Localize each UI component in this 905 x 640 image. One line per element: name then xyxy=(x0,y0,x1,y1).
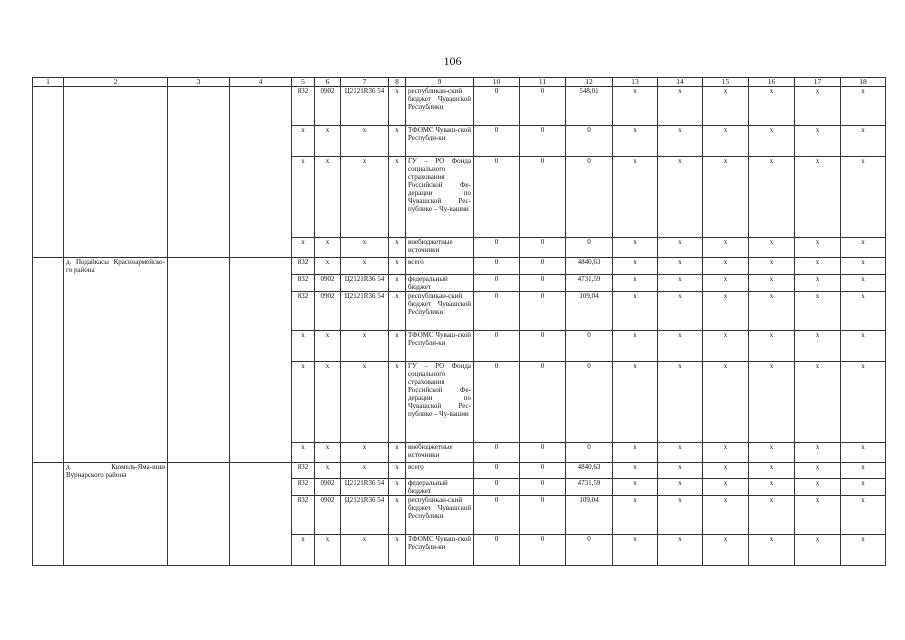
table-row xyxy=(33,496,886,535)
cell-col-4 xyxy=(230,535,292,566)
cell-col-1 xyxy=(33,157,64,238)
cell-c6: 0902 xyxy=(315,479,341,496)
cell-c18: x xyxy=(841,496,886,535)
cell-c11: 0 xyxy=(520,157,566,238)
cell-c15: x xyxy=(703,258,749,275)
cell-c6: x xyxy=(315,126,341,157)
cell-c7: Ц2121R36 54 xyxy=(341,291,389,330)
cell-c17: x xyxy=(795,274,841,291)
cell-c11: 0 xyxy=(520,535,566,566)
cell-c18: x xyxy=(841,238,886,258)
cell-c12: 4731,59 xyxy=(566,479,613,496)
cell-c6: x xyxy=(315,361,341,442)
column-header: 9 xyxy=(406,78,474,87)
cell-c8: x xyxy=(389,535,406,566)
table-row xyxy=(33,238,886,258)
cell-c16: x xyxy=(749,126,795,157)
cell-c14: x xyxy=(658,291,703,330)
cell-c10: 0 xyxy=(474,238,520,258)
cell-col-1 xyxy=(33,87,64,126)
cell-c6: x xyxy=(315,238,341,258)
cell-c17: x xyxy=(795,442,841,462)
cell-c13: x xyxy=(613,330,658,361)
cell-col-1 xyxy=(33,258,64,275)
cell-c11: 0 xyxy=(520,442,566,462)
table-row xyxy=(33,126,886,157)
cell-c10: 0 xyxy=(474,479,520,496)
cell-c12: 0 xyxy=(566,535,613,566)
cell-c11: 0 xyxy=(520,87,566,126)
cell-c6: 0902 xyxy=(315,87,341,126)
cell-c16: x xyxy=(749,330,795,361)
cell-c17: x xyxy=(795,535,841,566)
cell-c9: внебюджетные источники xyxy=(406,238,474,258)
entity-name xyxy=(64,238,168,258)
cell-col-3 xyxy=(168,496,230,535)
cell-c8: x xyxy=(389,479,406,496)
cell-col-4 xyxy=(230,442,292,462)
cell-c9: республикан-ский бюджет Чувашской Республики xyxy=(406,291,474,330)
cell-c13: x xyxy=(613,535,658,566)
cell-c13: x xyxy=(613,496,658,535)
entity-name xyxy=(64,479,168,496)
cell-col-1 xyxy=(33,330,64,361)
cell-c5: 832 xyxy=(292,462,315,479)
table-row xyxy=(33,535,886,566)
cell-c9: федеральный бюджет xyxy=(406,479,474,496)
cell-c6: 0902 xyxy=(315,291,341,330)
cell-c6: x xyxy=(315,535,341,566)
column-header: 10 xyxy=(474,78,520,87)
column-header: 3 xyxy=(168,78,230,87)
entity-name xyxy=(64,126,168,157)
cell-c16: x xyxy=(749,291,795,330)
column-header: 5 xyxy=(292,78,315,87)
cell-c8: x xyxy=(389,87,406,126)
cell-c16: x xyxy=(749,157,795,238)
cell-c5: x xyxy=(292,330,315,361)
cell-c7: Ц2121R36 54 xyxy=(341,496,389,535)
cell-c17: x xyxy=(795,157,841,238)
cell-c16: x xyxy=(749,87,795,126)
cell-c13: x xyxy=(613,291,658,330)
cell-c12: 0 xyxy=(566,442,613,462)
cell-col-3 xyxy=(168,291,230,330)
cell-c15: x xyxy=(703,496,749,535)
cell-c15: x xyxy=(703,157,749,238)
cell-c13: x xyxy=(613,462,658,479)
cell-col-4 xyxy=(230,126,292,157)
entity-name xyxy=(64,87,168,126)
cell-c10: 0 xyxy=(474,157,520,238)
cell-c18: x xyxy=(841,291,886,330)
cell-c5: x xyxy=(292,535,315,566)
cell-col-1 xyxy=(33,462,64,479)
cell-c15: x xyxy=(703,330,749,361)
cell-c14: x xyxy=(658,496,703,535)
cell-c18: x xyxy=(841,361,886,442)
cell-c13: x xyxy=(613,274,658,291)
cell-col-3 xyxy=(168,126,230,157)
cell-col-3 xyxy=(168,274,230,291)
cell-c7: x xyxy=(341,361,389,442)
cell-c8: x xyxy=(389,258,406,275)
cell-c14: x xyxy=(658,462,703,479)
cell-c17: x xyxy=(795,496,841,535)
cell-col-4 xyxy=(230,258,292,275)
cell-c11: 0 xyxy=(520,330,566,361)
cell-c5: 832 xyxy=(292,479,315,496)
cell-c17: x xyxy=(795,87,841,126)
cell-c11: 0 xyxy=(520,126,566,157)
cell-c18: x xyxy=(841,258,886,275)
page-number: 106 xyxy=(443,54,462,68)
cell-c14: x xyxy=(658,330,703,361)
column-number-row xyxy=(33,78,886,87)
cell-c6: x xyxy=(315,462,341,479)
cell-c6: x xyxy=(315,330,341,361)
cell-c8: x xyxy=(389,238,406,258)
cell-c5: x xyxy=(292,157,315,238)
cell-col-1 xyxy=(33,238,64,258)
cell-c15: x xyxy=(703,291,749,330)
cell-col-3 xyxy=(168,87,230,126)
cell-c18: x xyxy=(841,87,886,126)
cell-c7: x xyxy=(341,238,389,258)
cell-c7: x xyxy=(341,462,389,479)
cell-c14: x xyxy=(658,87,703,126)
cell-c13: x xyxy=(613,361,658,442)
column-header: 11 xyxy=(520,78,566,87)
cell-c8: x xyxy=(389,361,406,442)
cell-col-1 xyxy=(33,479,64,496)
cell-c15: x xyxy=(703,479,749,496)
cell-c18: x xyxy=(841,442,886,462)
cell-col-1 xyxy=(33,496,64,535)
cell-c12: 4840,63 xyxy=(566,258,613,275)
cell-c11: 0 xyxy=(520,274,566,291)
cell-c13: x xyxy=(613,238,658,258)
cell-c14: x xyxy=(658,535,703,566)
cell-c17: x xyxy=(795,330,841,361)
table-row xyxy=(33,291,886,330)
cell-col-3 xyxy=(168,442,230,462)
column-header: 18 xyxy=(841,78,886,87)
cell-c16: x xyxy=(749,442,795,462)
table-body xyxy=(33,78,886,566)
cell-c7: x xyxy=(341,330,389,361)
cell-c16: x xyxy=(749,361,795,442)
cell-c12: 109,04 xyxy=(566,496,613,535)
cell-col-1 xyxy=(33,442,64,462)
column-header: 13 xyxy=(613,78,658,87)
cell-c12: 4840,63 xyxy=(566,462,613,479)
cell-col-3 xyxy=(168,535,230,566)
column-header: 16 xyxy=(749,78,795,87)
column-header: 7 xyxy=(341,78,389,87)
cell-c5: x xyxy=(292,238,315,258)
cell-c6: x xyxy=(315,157,341,238)
cell-c11: 0 xyxy=(520,496,566,535)
cell-c16: x xyxy=(749,238,795,258)
entity-name xyxy=(64,496,168,535)
cell-c15: x xyxy=(703,462,749,479)
table-row xyxy=(33,87,886,126)
cell-c9: ГУ – РО Фонда социального страхования Российской Фе-дерации по Чувашской Рес-публике – Чу-вашии xyxy=(406,361,474,442)
cell-c18: x xyxy=(841,330,886,361)
cell-c5: 832 xyxy=(292,87,315,126)
cell-col-4 xyxy=(230,157,292,238)
cell-c13: x xyxy=(613,157,658,238)
entity-name xyxy=(64,442,168,462)
column-header: 4 xyxy=(230,78,292,87)
cell-col-3 xyxy=(168,330,230,361)
cell-c17: x xyxy=(795,291,841,330)
cell-c15: x xyxy=(703,274,749,291)
cell-c18: x xyxy=(841,462,886,479)
column-header: 1 xyxy=(33,78,64,87)
entity-name xyxy=(64,291,168,330)
cell-c8: x xyxy=(389,442,406,462)
cell-col-3 xyxy=(168,157,230,238)
cell-col-4 xyxy=(230,238,292,258)
cell-c7: x xyxy=(341,126,389,157)
column-header: 14 xyxy=(658,78,703,87)
cell-c17: x xyxy=(795,238,841,258)
cell-c5: x xyxy=(292,442,315,462)
cell-c16: x xyxy=(749,462,795,479)
cell-c10: 0 xyxy=(474,274,520,291)
cell-c10: 0 xyxy=(474,442,520,462)
cell-c12: 0 xyxy=(566,126,613,157)
cell-c14: x xyxy=(658,238,703,258)
cell-c17: x xyxy=(795,126,841,157)
cell-col-1 xyxy=(33,291,64,330)
cell-c10: 0 xyxy=(474,496,520,535)
cell-c5: 832 xyxy=(292,274,315,291)
cell-c12: 0 xyxy=(566,330,613,361)
cell-c16: x xyxy=(749,496,795,535)
cell-c9: ТФОМС Чуваш-ской Республи-ки xyxy=(406,535,474,566)
cell-c10: 0 xyxy=(474,361,520,442)
cell-c7: x xyxy=(341,157,389,238)
cell-col-3 xyxy=(168,462,230,479)
cell-c12: 4731,59 xyxy=(566,274,613,291)
cell-col-3 xyxy=(168,479,230,496)
cell-col-1 xyxy=(33,535,64,566)
cell-c16: x xyxy=(749,258,795,275)
cell-c13: x xyxy=(613,126,658,157)
cell-col-4 xyxy=(230,291,292,330)
cell-c5: x xyxy=(292,361,315,442)
cell-c9: всего xyxy=(406,258,474,275)
cell-c9: внебюджетные источники xyxy=(406,442,474,462)
cell-c12: 109,04 xyxy=(566,291,613,330)
cell-c5: 832 xyxy=(292,291,315,330)
entity-name xyxy=(64,330,168,361)
cell-c7: Ц2121R36 54 xyxy=(341,479,389,496)
cell-c16: x xyxy=(749,535,795,566)
cell-c16: x xyxy=(749,479,795,496)
cell-c15: x xyxy=(703,126,749,157)
cell-c18: x xyxy=(841,157,886,238)
entity-name xyxy=(64,535,168,566)
cell-c13: x xyxy=(613,479,658,496)
cell-c5: 832 xyxy=(292,496,315,535)
cell-c11: 0 xyxy=(520,258,566,275)
cell-c5: x xyxy=(292,126,315,157)
table-row xyxy=(33,330,886,361)
entity-name xyxy=(64,274,168,291)
cell-col-3 xyxy=(168,238,230,258)
column-header: 17 xyxy=(795,78,841,87)
cell-c18: x xyxy=(841,126,886,157)
cell-c11: 0 xyxy=(520,291,566,330)
cell-c5: 832 xyxy=(292,258,315,275)
cell-c6: x xyxy=(315,442,341,462)
cell-c12: 0 xyxy=(566,157,613,238)
table-row xyxy=(33,361,886,442)
entity-name: д. Подайкасы Красноармейско-го района xyxy=(64,258,168,275)
cell-c13: x xyxy=(613,87,658,126)
cell-c15: x xyxy=(703,87,749,126)
cell-c10: 0 xyxy=(474,535,520,566)
table-row xyxy=(33,157,886,238)
cell-c10: 0 xyxy=(474,126,520,157)
cell-c8: x xyxy=(389,330,406,361)
cell-col-4 xyxy=(230,87,292,126)
cell-c9: федеральный бюджет xyxy=(406,274,474,291)
cell-col-1 xyxy=(33,361,64,442)
cell-c10: 0 xyxy=(474,330,520,361)
cell-c10: 0 xyxy=(474,258,520,275)
cell-c7: Ц2121R36 54 xyxy=(341,274,389,291)
cell-c17: x xyxy=(795,361,841,442)
cell-c11: 0 xyxy=(520,462,566,479)
cell-c9: ТФОМС Чуваш-ской Республи-ки xyxy=(406,126,474,157)
cell-c17: x xyxy=(795,462,841,479)
cell-c14: x xyxy=(658,479,703,496)
cell-col-4 xyxy=(230,330,292,361)
cell-c15: x xyxy=(703,361,749,442)
table-row xyxy=(33,258,886,275)
cell-c8: x xyxy=(389,274,406,291)
cell-c16: x xyxy=(749,274,795,291)
cell-c14: x xyxy=(658,126,703,157)
cell-c12: 0 xyxy=(566,238,613,258)
cell-c8: x xyxy=(389,126,406,157)
cell-c7: x xyxy=(341,442,389,462)
entity-name xyxy=(64,157,168,238)
cell-c7: x xyxy=(341,535,389,566)
cell-c14: x xyxy=(658,274,703,291)
cell-c8: x xyxy=(389,291,406,330)
table-row xyxy=(33,479,886,496)
cell-col-3 xyxy=(168,258,230,275)
cell-col-4 xyxy=(230,274,292,291)
cell-c6: x xyxy=(315,258,341,275)
table-row xyxy=(33,274,886,291)
cell-c14: x xyxy=(658,258,703,275)
cell-col-1 xyxy=(33,126,64,157)
cell-c6: 0902 xyxy=(315,274,341,291)
column-header: 6 xyxy=(315,78,341,87)
cell-c17: x xyxy=(795,258,841,275)
cell-c10: 0 xyxy=(474,462,520,479)
cell-c14: x xyxy=(658,361,703,442)
table-row xyxy=(33,442,886,462)
cell-c11: 0 xyxy=(520,238,566,258)
cell-c9: республикан-ский бюджет Чувашской Республики xyxy=(406,87,474,126)
cell-c9: республикан-ский бюджет Чувашской Республики xyxy=(406,496,474,535)
cell-c15: x xyxy=(703,238,749,258)
cell-c18: x xyxy=(841,535,886,566)
cell-col-4 xyxy=(230,361,292,442)
entity-name xyxy=(64,361,168,442)
cell-c9: ТФОМС Чуваш-ской Республи-ки xyxy=(406,330,474,361)
cell-c12: 0 xyxy=(566,361,613,442)
column-header: 8 xyxy=(389,78,406,87)
cell-c15: x xyxy=(703,535,749,566)
budget-table xyxy=(32,77,886,566)
cell-c9: всего xyxy=(406,462,474,479)
cell-c11: 0 xyxy=(520,361,566,442)
cell-c7: Ц2121R36 54 xyxy=(341,87,389,126)
column-header: 15 xyxy=(703,78,749,87)
cell-c6: 0902 xyxy=(315,496,341,535)
cell-c7: x xyxy=(341,258,389,275)
cell-col-3 xyxy=(168,361,230,442)
cell-c12: 548,01 xyxy=(566,87,613,126)
cell-c15: x xyxy=(703,442,749,462)
cell-c14: x xyxy=(658,157,703,238)
cell-c8: x xyxy=(389,157,406,238)
cell-c8: x xyxy=(389,462,406,479)
cell-c8: x xyxy=(389,496,406,535)
cell-c11: 0 xyxy=(520,479,566,496)
cell-c13: x xyxy=(613,258,658,275)
cell-col-4 xyxy=(230,462,292,479)
column-header: 2 xyxy=(64,78,168,87)
entity-name: д. Кюмель-Яма-шин Вурнарского района xyxy=(64,462,168,479)
cell-c18: x xyxy=(841,274,886,291)
cell-col-4 xyxy=(230,496,292,535)
cell-c10: 0 xyxy=(474,291,520,330)
table-row xyxy=(33,462,886,479)
cell-c13: x xyxy=(613,442,658,462)
column-header: 12 xyxy=(566,78,613,87)
cell-c9: ГУ – РО Фонда социального страхования Российской Фе-дерации по Чувашской Рес-публике – Чу-вашии xyxy=(406,157,474,238)
cell-col-4 xyxy=(230,479,292,496)
cell-col-1 xyxy=(33,274,64,291)
cell-c18: x xyxy=(841,479,886,496)
cell-c10: 0 xyxy=(474,87,520,126)
cell-c14: x xyxy=(658,442,703,462)
cell-c17: x xyxy=(795,479,841,496)
